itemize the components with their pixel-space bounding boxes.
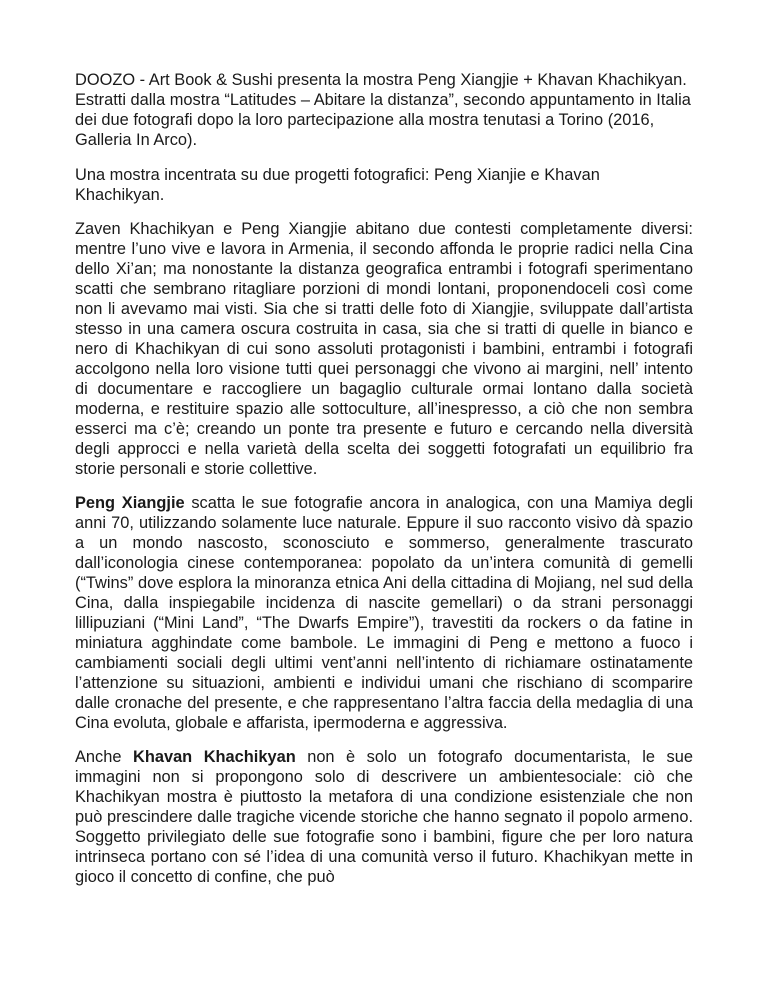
khachikyan-paragraph [75,747,693,887]
khachikyan-paragraph-prefix: Anche [75,748,133,766]
khachikyan-paragraph-text: non è solo un fotografo documentarista, le sue immagini non si propongono solo di descrivere un ambientesociale: ciò che Khachikyan mostra è piuttosto la metafora di una condizione esistenziale che non può prescindere dalle tragiche vicende storiche che hanno segnato il popolo armeno. Soggetto privilegiato delle sue fotografie sono i bambini, figure che per loro natura intrinseca portano con sé l’idea di una comunità verso il futuro. Khachikyan mette in gioco il concetto di confine, che può [75,748,693,886]
peng-xiangjie-paragraph [75,493,693,733]
summary-paragraph: Una mostra incentrata su due progetti fotografici: Peng Xianjie e Khavan Khachikyan. [75,166,600,204]
artist-name-peng: Peng Xiangjie [75,494,185,512]
intro-paragraph: DOOZO - Art Book & Sushi presenta la mostra Peng Xiangjie + Khavan Khachikyan. Estratti dalla mostra “Latitudes – Abitare la distanza”, secondo appuntamento in Italia dei due fotografi dopo la loro partecipazione alla mostra tenutasi a Torino (2016, Galleria In Arco). [75,71,691,149]
peng-paragraph-text: scatta le sue fotografie ancora in analogica, con una Mamiya degli anni 70, utilizzando solamente luce naturale. Eppure il suo racconto visivo dà spazio a un mondo nascosto, sconosciuto e sommerso, generalmente trascurato dall’iconologia cinese contemporanea: popolato da un’intera comunità di gemelli (“Twins” dove esplora la minoranza etnica Ani della cittadina di Mojiang, nel sud della Cina, dalla inspiegabile incidenza di nascite gemellari) o da strani personaggi lillipuziani (“Mini Land”, “The Dwarfs Empire”), travestiti da rockers o da fatine in miniatura agghindate come bambole. Le immagini di Peng e mettono a fuoco i cambiamenti sociali degli ultimi vent’anni nell’intento di richiamare ostinatamente l’attenzione su situazioni, ambienti e individui umani che rischiano di scomparire dalle cronache del presente, e che rappresentano l’altra faccia della medaglia di una Cina evoluta, globale e affarista, ipermoderna e aggressiva. [75,494,693,732]
artists-paragraph: Zaven Khachikyan e Peng Xiangjie abitano due contesti completamente diversi: mentre l’uno vive e lavora in Armenia, il secondo affonda le proprie radici nella Cina dello Xi’an; ma nonostante la distanza geografica entrambi i fotografi sperimentano scatti che sembrano ritagliare porzioni di mondi lontani, proponendoceli così come non li avevamo mai visti. Sia che si tratti delle foto di Xiangjie, sviluppate dall’artista stesso in una camera oscura costruita in casa, sia che si tratti di quelle in bianco e nero di Khachikyan di cui sono assoluti protagonisti i bambini, entrambi i fotografi accolgono nella loro visione tutti quei personaggi che vivono ai margini, nell’ intento di documentare e raccogliere un bagaglio culturale ormai lontano dalla società moderna, e restituire spazio alle sottoculture, all’inespresso, a ciò che non sembra esserci ma c’è; creando un ponte tra presente e futuro e cercando nella diversità degli approcci e nella varietà della scelta dei soggetti fotografati un equilibrio fra storie personali e storie collettive. [75,220,693,478]
artist-name-khachikyan: Khavan Khachikyan [132,748,296,766]
